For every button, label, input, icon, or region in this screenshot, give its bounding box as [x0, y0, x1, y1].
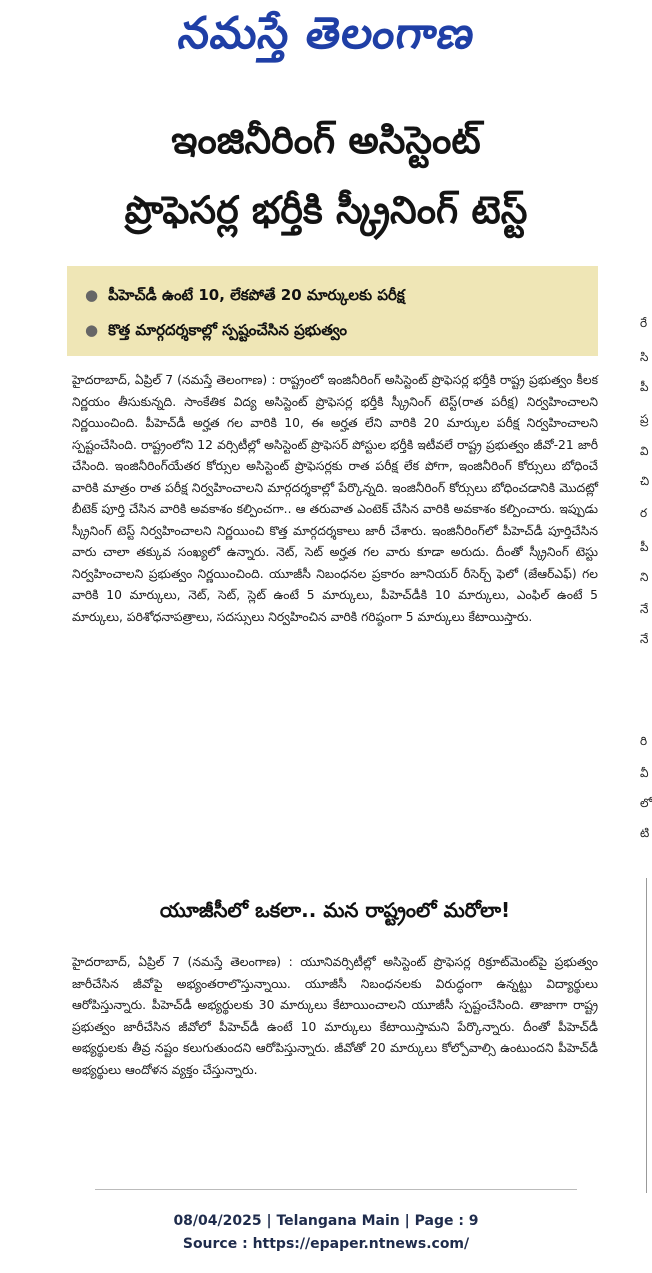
headline-line-2: ప్రొఫెసర్ల భర్తీకి స్క్రీనింగ్ టెస్ట్ [124, 188, 528, 232]
side-fragment: ప్ర [640, 412, 649, 426]
article-body-2: హైదరాబాద్, ఏప్రిల్ 7 (నమస్తే తెలంగాణ) : యూనివర్సిటీల్లో అసిస్టెంట్ ప్రొఫెసర్ల రిక్రూట్‌మెంట్‌పై ప్రభుత్వం జారీచేసిన జీవోపై అభ్యంతరాలొస్తున్నాయి. యూజీసీ నిబంధనలకు విరుద్ధంగా ఉన్నట్టు విద్యార్థులు ఆరోపిస్తున్నారు. పీహెచ్‌డీ అభ్యర్థులకు 30 మార్కులు కేటాయించాలని యూజీసీ స్పష్టంచేసింది. తాజాగా రాష్ట్ర ప్రభుత్వం జారీచేసిన జీవోలో పీహెచ్‌డీ ఉంటే 10 మార్కులు కేటాయిస్తామని పేర్కొన్నారు. దీంతో పీహెచ్‌డీ అభ్యర్థులకు తీవ్ర నష్టం కలుగుతుందని ఆరోపిస్తున్నారు. జీవోతో 20 మార్కులు కోల్పోవాల్సి ఉంటుందని పీహెచ్‌డీ అభ్యర్థులు ఆందోళన వ్యక్తం చేస్తున్నారు. [72, 955, 598, 1077]
bullet-icon: ● [85, 286, 99, 304]
side-fragment: వి [640, 444, 649, 458]
side-fragment: చి [640, 474, 650, 488]
newspaper-logo: నమస్తే తెలంగాణ [175, 8, 479, 59]
highlights-box [67, 266, 598, 356]
side-fragment: సి [640, 350, 649, 364]
side-fragment: టి [640, 826, 650, 840]
side-fragment: రే [640, 316, 648, 330]
side-fragment: పీ [640, 380, 649, 394]
masthead [0, 0, 652, 80]
highlight-item: ● పీహెచ్‌డీ ఉంటే 10, లేకపోతే 20 మార్కులకు పరీక్ష [85, 286, 405, 304]
side-fragment: పీ [640, 540, 649, 554]
subheading: యూజీసీలో ఒకలా.. మన రాష్ట్రంలో మరోలా! [159, 898, 511, 922]
side-fragment: నే [640, 602, 649, 616]
article-body-1: హైదరాబాద్, ఏప్రిల్ 7 (నమస్తే తెలంగాణ) : రాష్ట్రంలో ఇంజినీరింగ్ అసిస్టెంట్ ప్రొఫెసర్ల భర్తీకి రాష్ట్ర ప్రభుత్వం కీలక నిర్ణయం తీసుకున్నది. సాంకేతిక విద్య అసిస్టెంట్ ప్రొఫెసర్ల భర్తీకి స్క్రీనింగ్ టెస్ట్(రాత పరీక్ష) నిర్వహించాలని నిర్ణయించింది. పీహెచ్‌డీ అర్హత గల వారికి 10, ఈ అర్హత లేని వారికి 20 మార్కుల పరీక్ష నిర్వహించాలని స్పష్టంచేసింది. రాష్ట్రంలోని 12 వర్సిటీల్లో అసిస్టెంట్ ప్రొఫెసర్ పోస్టుల భర్తీకి ఇటీవలే రాష్ట్ర ప్రభుత్వం జీవో-21 జారీ చేసింది. ఇంజినీరింగ్‌యేతర కోర్సుల అసిస్టెంట్ ప్రొఫెసర్లకు రాత పరీక్ష లేక పోగా, ఇంజినీరింగ్ కోర్సులు బోధించే వారికి మాత్రం రాత పరీక్ష నిర్వహించాలని మార్గదర్శకాల్లో పేర్కొన్నది. ఇంజినీరింగ్ కోర్సులు బోధించడానికి మొదట్లో బీటెక్ పూర్తి చేసిన వారికి అవకాశం కల్పించగా.. ఆ తరువాత ఎంటెక్ చేసిన వారికి అవకాశం కల్పించారు. ఇప్పుడు స్క్రీనింగ్ టెస్ట్ నిర్వహించాలని నిర్ణయించి కొత్త మార్గదర్శకాలు జారీ చేశారు. ఇంజినీరింగ్‌లో పీహెచ్‌డీ పూర్తిచేసిన వారు చాలా తక్కువ సంఖ్యలో ఉన్నారు. నెట్, సెట్ అర్హత గల వారు కూడా అరుదు. దీంతో స్క్రీనింగ్ టెస్టు నిర్వహించాలని ప్రభుత్వం నిర్ణయించింది. యూజీసీ నిబంధనల ప్రకారం జూనియర్ రీసెర్చ్ ఫెలో (జేఆర్‌ఎఫ్) గల వారికి 10 మార్కులు, నెట్, సెట్, స్లెట్ ఉంటే 5 మార్కులు, పీహెచ్‌డీకి 10 మార్కులు, ఎంఫిల్ ఉంటే 5 మార్కులు, పరిశోధనాపత్రాలు, సదస్సులు నిర్వహించిన వారికి గరిష్ఠంగా 5 మార్కులు కేటాయిస్తారు. [72, 373, 598, 624]
footer-date-page: 08/04/2025 | Telangana Main | Page : 9 [173, 1213, 479, 1229]
highlight-item: ● కొత్త మార్గదర్శకాల్లో స్పష్టంచేసిన ప్రభుత్వం [85, 321, 347, 339]
side-fragment: ర [640, 506, 648, 520]
side-fragment: ని [640, 570, 649, 584]
column-divider [646, 878, 647, 1193]
side-fragment: లో [640, 796, 652, 810]
side-fragment: వీ [640, 766, 649, 780]
footer-source: Source : https://epaper.ntnews.com/ [182, 1236, 470, 1252]
side-fragment: రి [640, 734, 648, 748]
bullet-icon: ● [85, 321, 99, 339]
divider [95, 1189, 577, 1190]
headline-line-1: ఇంజినీరింగ్ అసిస్టెంట్ [171, 118, 481, 162]
side-fragment: నే [640, 632, 649, 646]
